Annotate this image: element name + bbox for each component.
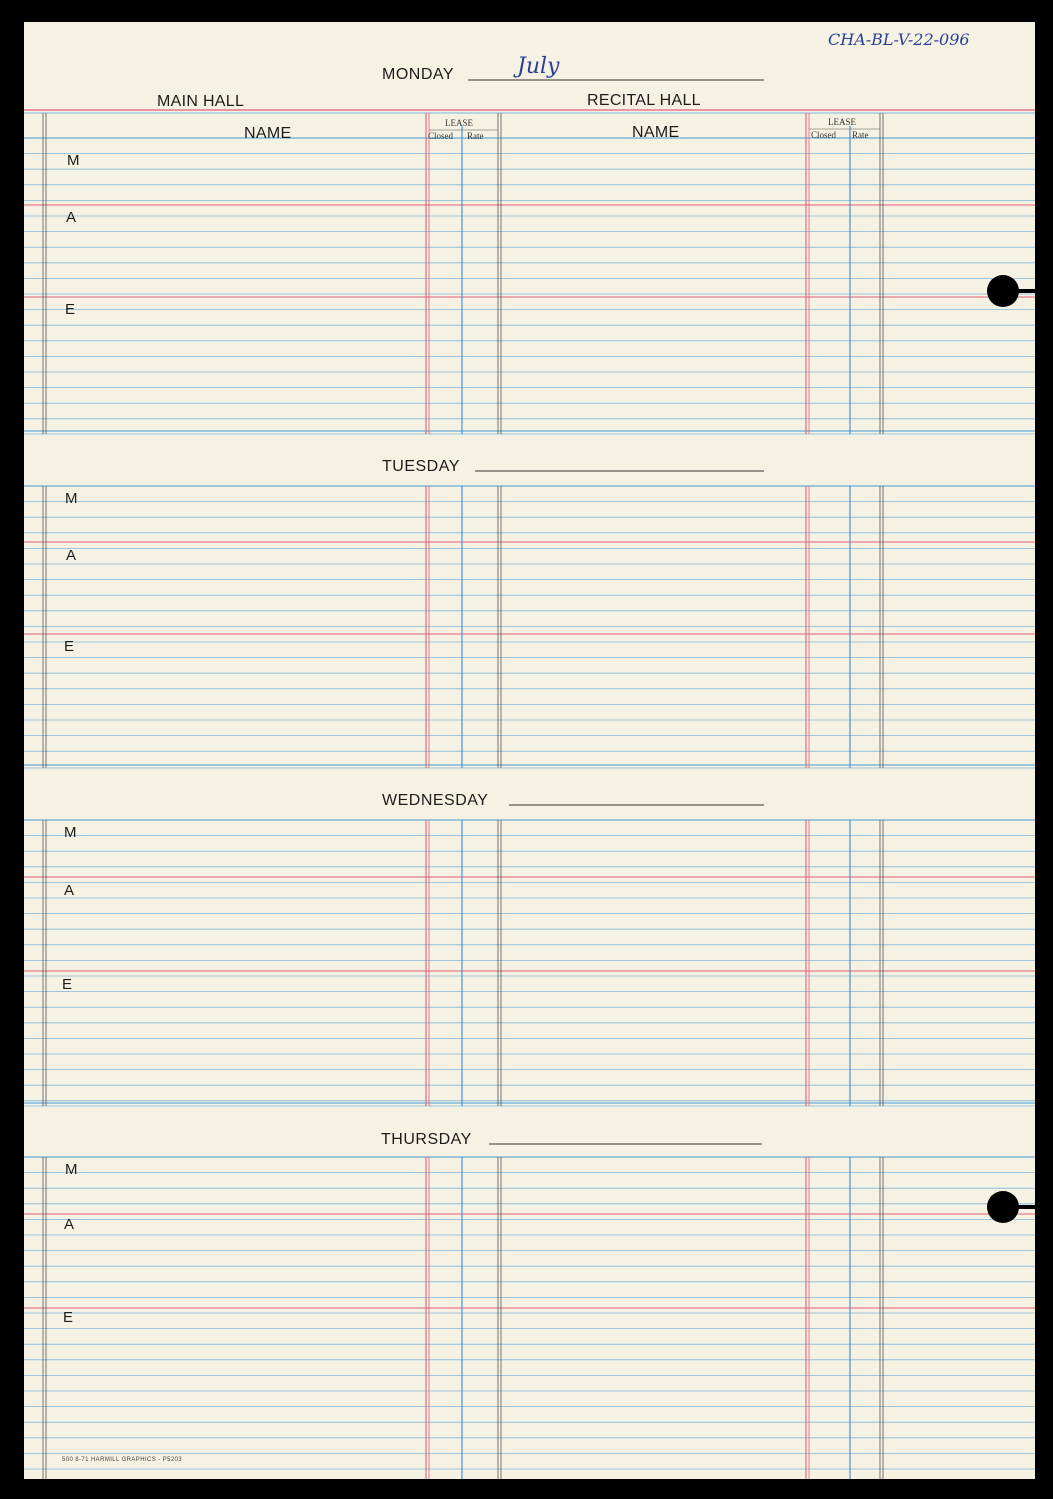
- binder-hole-bottom-slot: [1010, 1205, 1035, 1209]
- day-label-monday: MONDAY: [382, 66, 455, 83]
- monday-handwritten-date: July: [517, 54, 560, 79]
- thursday-slot-e: E: [63, 1309, 74, 1326]
- monday-slot-a: A: [66, 209, 77, 226]
- main-name-column-header: NAME: [244, 125, 292, 142]
- recital-rate-header: Rate: [852, 130, 869, 140]
- main-hall-heading: MAIN HALL: [157, 93, 245, 110]
- tuesday-slot-a: A: [66, 547, 77, 564]
- ruled-lines: [24, 22, 1035, 1479]
- monday-slot-e: E: [65, 301, 76, 318]
- tuesday-slot-e: E: [64, 638, 75, 655]
- day-label-thursday: THURSDAY: [381, 1131, 472, 1148]
- wednesday-slot-a: A: [64, 882, 75, 899]
- main-lease-header: LEASE: [445, 118, 473, 128]
- recital-lease-header: LEASE: [828, 117, 856, 127]
- booking-sheet: [24, 22, 1035, 1479]
- main-rate-header: Rate: [467, 131, 484, 141]
- main-closed-header: Closed: [428, 131, 454, 141]
- printer-footer: 500 8-71 HARMILL GRAPHICS - P5203: [62, 1457, 183, 1463]
- wednesday-slot-m: M: [64, 824, 77, 841]
- recital-hall-heading: RECITAL HALL: [587, 92, 701, 109]
- tuesday-slot-m: M: [65, 490, 78, 507]
- binder-hole-top-slot: [1010, 289, 1035, 293]
- thursday-slot-m: M: [65, 1161, 78, 1178]
- recital-name-column-header: NAME: [632, 124, 680, 141]
- recital-closed-header: Closed: [811, 130, 837, 140]
- day-label-tuesday: TUESDAY: [382, 458, 460, 475]
- wednesday-slot-e: E: [62, 976, 73, 993]
- monday-slot-m: M: [67, 152, 80, 169]
- reference-number: CHA-BL-V-22-096: [828, 30, 970, 49]
- thursday-slot-a: A: [64, 1216, 75, 1233]
- day-label-wednesday: WEDNESDAY: [382, 792, 489, 809]
